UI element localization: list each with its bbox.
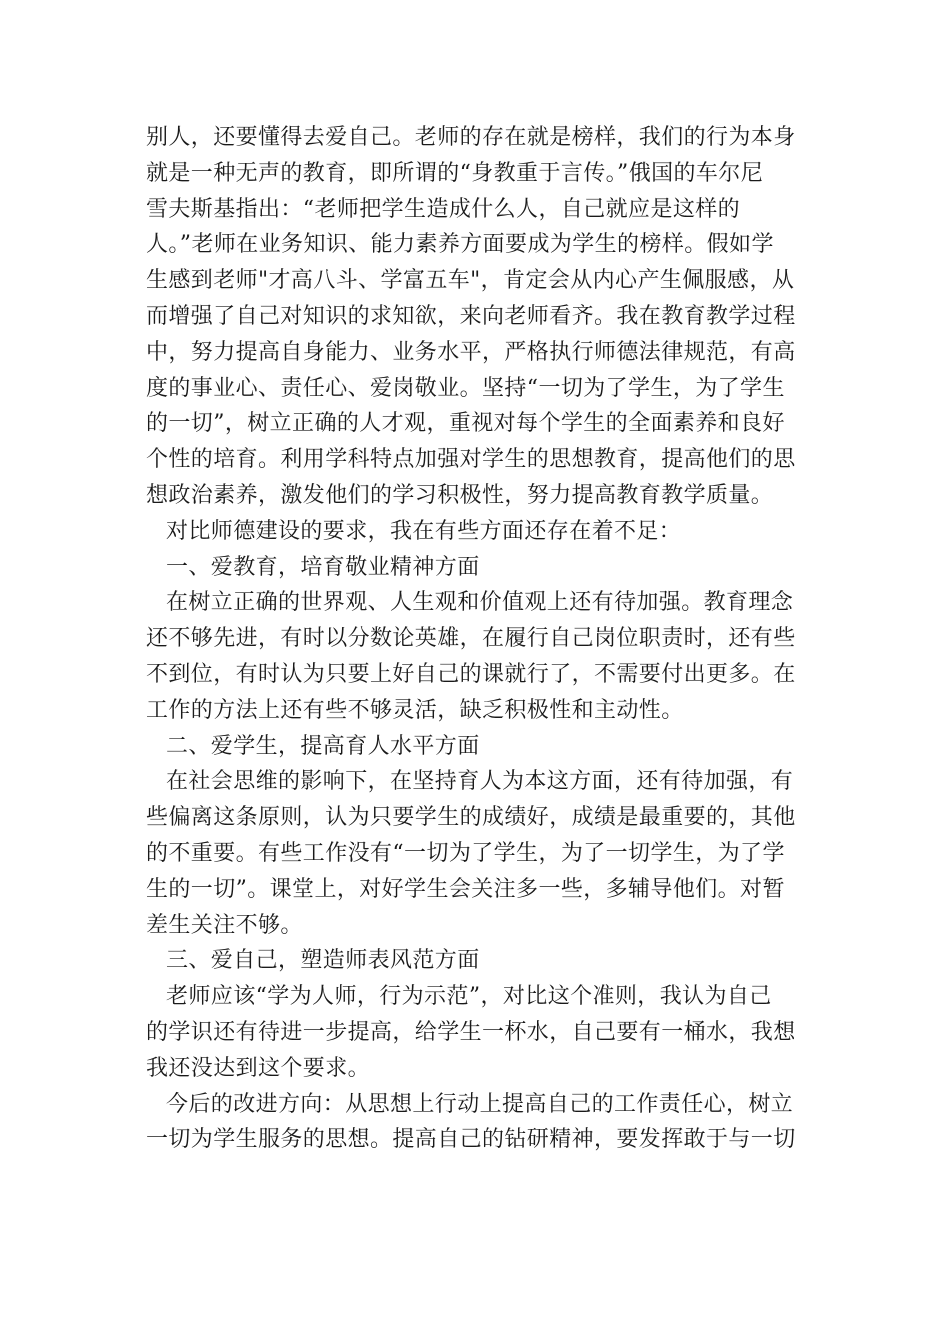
text-line: 今后的改进方向：从思想上行动上提高自己的工作责任心，树立: [166, 1091, 794, 1117]
text-line: 人。”老师在业务知识、能力素养方面要成为学生的榜样。假如学: [146, 232, 774, 258]
text-line: 老师应该“学为人师，行为示范”，对比这个准则，我认为自己: [166, 984, 772, 1010]
text-line: 想政治素养，激发他们的学习积极性，努力提高教育教学质量。: [146, 482, 774, 508]
text-line: 生感到老师"才高八斗、学富五车"，肯定会从内心产生佩服感，从: [146, 268, 795, 294]
text-line: 一切为学生服务的思想。提高自己的钻研精神，要发挥敢于与一切: [146, 1127, 796, 1153]
document-body: [146, 120, 808, 1158]
text-line: 的学识还有待进一步提高，给学生一杯水，自己要有一桶水，我想: [146, 1019, 796, 1045]
text-line: 而增强了自己对知识的求知欲，来向老师看齐。我在教育教学过程: [146, 303, 796, 329]
text-line: 不到位，有时认为只要上好自己的课就行了，不需要付出更多。在: [146, 661, 796, 687]
text-line: 度的事业心、责任心、爱岗敬业。坚持“一切为了学生，为了学生: [146, 375, 785, 401]
text-line: 的一切”，树立正确的人才观，重视对每个学生的全面素养和良好: [146, 411, 785, 437]
text-line: 别人，还要懂得去爱自己。老师的存在就是榜样，我们的行为本身: [146, 125, 796, 150]
text-line: 在社会思维的影响下，在坚持育人为本这方面，还有待加强，有: [166, 769, 794, 795]
text-line: 我还没达到这个要求。: [146, 1055, 371, 1081]
text-line: 雪夫斯基指出：“老师把学生造成什么人，自己就应是这样的: [146, 196, 741, 222]
text-line: 中，努力提高自身能力、业务水平，严格执行师德法律规范，有高: [146, 339, 796, 365]
section-heading-3: 三、爱自己，塑造师表风范方面: [166, 948, 480, 974]
text-line: 的不重要。有些工作没有“一切为了学生，为了一切学生，为了学: [146, 840, 785, 866]
text-line: 还不够先进，有时以分数论英雄，在履行自己岗位职责时，还有些: [146, 626, 796, 652]
section-heading-1: 一、爱教育，培育敬业精神方面: [166, 554, 480, 580]
section-heading-2: 二、爱学生，提高育人水平方面: [166, 733, 480, 759]
text-line: 就是一种无声的教育，即所谓的“身教重于言传。”俄国的车尔尼: [146, 160, 764, 186]
paragraph-intro: 对比师德建设的要求，我在有些方面还存在着不足：: [166, 518, 682, 544]
text-line: 在树立正确的世界观、人生观和价值观上还有待加强。教育理念: [166, 590, 794, 616]
text-line: 个性的培育。利用学科特点加强对学生的思想教育，提高他们的思: [146, 447, 796, 473]
text-line: 生的一切”。课堂上，对好学生会关注多一些，多辅导他们。对暂: [146, 876, 785, 902]
text-line: 些偏离这条原则，认为只要学生的成绩好，成绩是最重要的，其他: [146, 805, 796, 831]
text-line: 差生关注不够。: [146, 912, 303, 938]
text-line: 工作的方法上还有些不够灵活，缺乏积极性和主动性。: [146, 697, 684, 723]
